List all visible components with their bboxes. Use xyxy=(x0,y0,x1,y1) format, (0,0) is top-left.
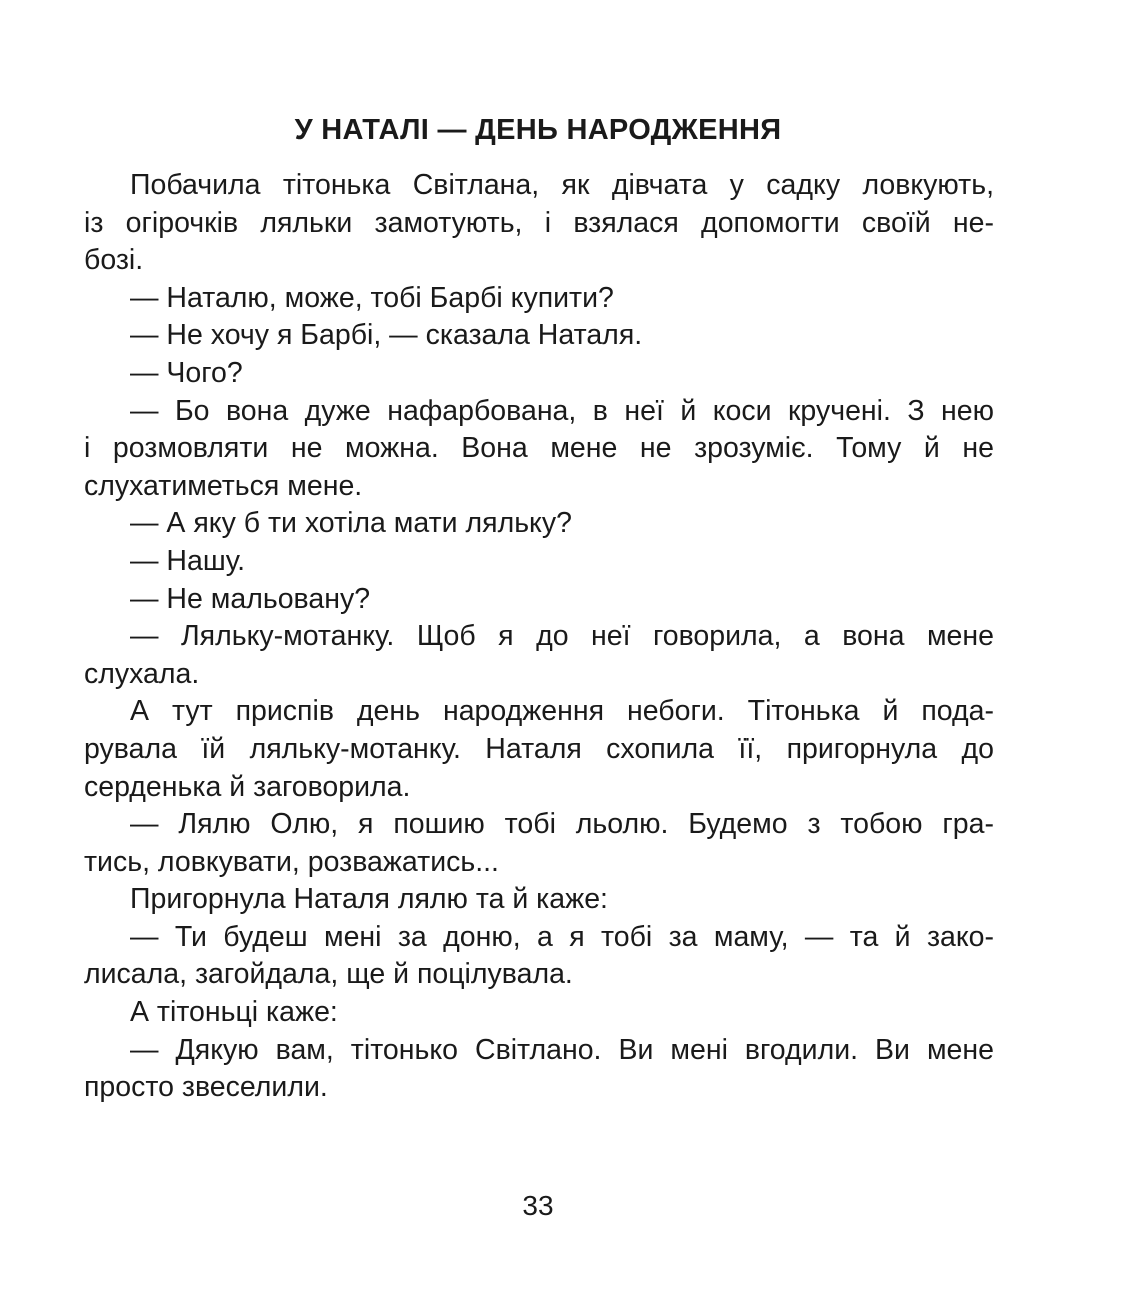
text-line: бозі. xyxy=(84,244,144,277)
text-line: — Не хочу я Барбі, — сказала Наталя. xyxy=(130,319,643,352)
text-line: і розмовляти не можна. Вона мене не зрозуміє. Тому й не xyxy=(84,432,994,465)
text-line: — Наталю, може, тобі Барбі купити? xyxy=(130,281,614,314)
text-line: Побачила тітонька Світлана, як дівчата у садку ловкують, xyxy=(130,169,994,201)
text-line: рувала їй ляльку-мотанку. Наталя схопила її, пригорнула до xyxy=(84,732,994,765)
text-line: Пригорнула Наталя лялю та й каже: xyxy=(130,883,608,916)
text-line: — А яку б ти хотіла мати ляльку? xyxy=(130,507,572,540)
text-line: А тут приспів день народження небоги. Тітонька й пода- xyxy=(130,695,994,728)
text-line: із огірочків ляльки замотують, і взялася допомогти своїй не- xyxy=(84,206,994,239)
story-title: У НАТАЛІ — ДЕНЬ НАРОДЖЕННЯ xyxy=(294,114,782,146)
text-line: слухатиметься мене. xyxy=(84,469,363,502)
text-line: А тітоньці каже: xyxy=(130,996,338,1029)
text-line: серденька й заговорила. xyxy=(84,770,411,803)
text-line: — Ляльку-мотанку. Щоб я до неї говорила, а вона мене xyxy=(130,620,994,653)
text-line: — Дякую вам, тітонько Світлано. Ви мені вгодили. Ви мене xyxy=(130,1033,994,1066)
text-line: просто звеселили. xyxy=(84,1071,328,1104)
story-text xyxy=(84,167,994,1107)
text-line: лисала, загойдала, ще й поцілувала. xyxy=(84,958,573,991)
page-number: 33 xyxy=(522,1190,554,1221)
text-line: тись, ловкувати, розважатись... xyxy=(84,845,499,878)
text-line: — Не мальовану? xyxy=(130,582,371,615)
text-line: — Чого? xyxy=(130,356,243,389)
text-line: — Нашу. xyxy=(130,544,246,577)
text-line: — Бо вона дуже нафарбована, в неї й коси кручені. З нею xyxy=(130,394,994,427)
text-line: слухала. xyxy=(84,657,200,690)
text-line: — Ти будеш мені за доню, а я тобі за маму, — та й зако- xyxy=(130,920,994,953)
text-line: — Лялю Олю, я пошию тобі льолю. Будемо з тобою гра- xyxy=(130,808,994,841)
